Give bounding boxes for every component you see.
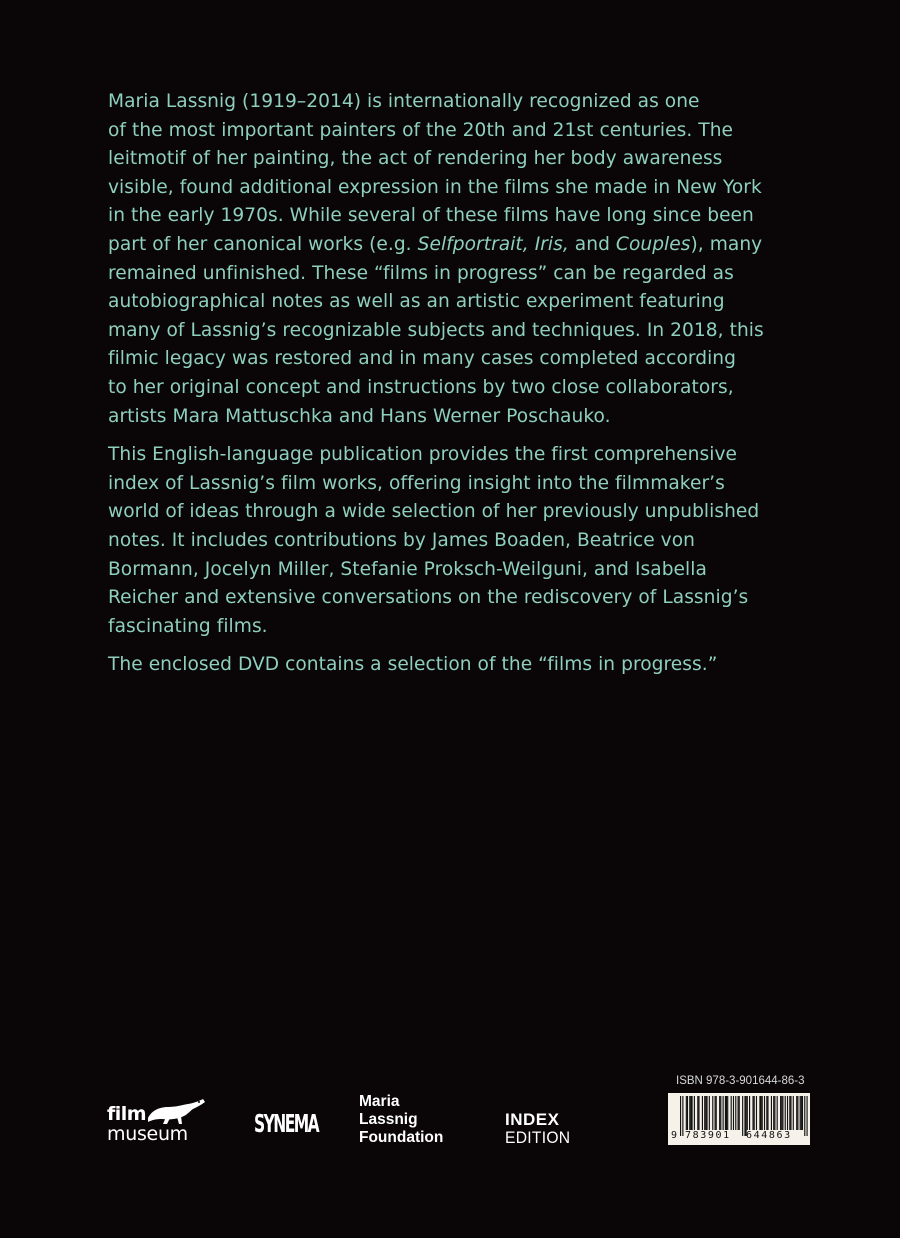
barcode-bar	[767, 1096, 768, 1130]
barcode-bar	[797, 1096, 798, 1130]
barcode-digits-left: 783901	[685, 1130, 731, 1141]
film-titles-italic: Selfportrait, Iris,	[417, 233, 569, 255]
barcode-bar	[754, 1096, 755, 1130]
barcode-bar	[766, 1096, 767, 1130]
text-line: Reicher and extensive conversations on the rediscovery of Lassnig’s	[108, 587, 749, 609]
text-run: part of her canonical works (e.g.	[108, 233, 418, 255]
isbn-barcode	[668, 1093, 810, 1145]
text-line: many of Lassnig’s recognizable subjects and techniques. In 2018, this	[108, 319, 764, 341]
barcode-bar	[801, 1096, 802, 1130]
text-line: to her original concept and instructions by two close collaborators,	[108, 376, 734, 398]
barcode-bar	[709, 1096, 710, 1130]
text-line: autobiographical notes as well as an artistic experiment featuring	[108, 291, 725, 313]
index-edition-line2: EDITION	[505, 1128, 571, 1147]
text-run: and	[568, 233, 616, 255]
barcode-bar	[690, 1096, 691, 1130]
barcode-bar	[774, 1096, 775, 1130]
barcode-bar	[706, 1096, 707, 1130]
foundation-logo-line1: Maria	[359, 1093, 400, 1110]
text-line: remained unfinished. These “films in progress” can be regarded as	[108, 262, 734, 284]
barcode-bar	[800, 1096, 801, 1130]
barcode-bar	[777, 1096, 778, 1130]
filmmuseum-logo-line1: film	[107, 1103, 147, 1125]
barcode-bar	[692, 1096, 693, 1130]
barcode-bar	[698, 1096, 699, 1130]
barcode-bar	[705, 1096, 706, 1130]
text-line: visible, found additional expression in the films she made in New York	[108, 176, 762, 198]
barcode-bar	[747, 1096, 748, 1130]
foundation-logo-line2: Lassnig	[359, 1111, 418, 1128]
barcode-bar	[704, 1096, 705, 1130]
maria-lassnig-foundation-logo	[359, 1093, 443, 1147]
filmmuseum-logo-line2: museum	[107, 1123, 188, 1145]
barcode-bar	[719, 1096, 720, 1130]
barcode-bar	[731, 1096, 732, 1130]
text-line: Bormann, Jocelyn Miller, Stefanie Proksch-Weilguni, and Isabella	[108, 558, 707, 580]
barcode-bar	[773, 1096, 774, 1130]
barcode-bar	[739, 1096, 740, 1130]
barcode-digit-first: 9	[671, 1130, 678, 1141]
barcode-bar	[752, 1096, 753, 1130]
text-line: fascinating films.	[108, 615, 268, 637]
barcode-bar	[761, 1096, 762, 1130]
filmmuseum-creature-icon	[146, 1098, 208, 1124]
text-run: ), many	[690, 233, 763, 255]
text-line: leitmotif of her painting, the act of rendering her body awareness	[108, 148, 723, 170]
barcode-bar	[723, 1096, 724, 1130]
text-line: The enclosed DVD contains a selection of the “films in progress.”	[108, 654, 718, 676]
barcode-bar	[733, 1096, 734, 1130]
barcode-bar	[689, 1096, 690, 1130]
barcode-bar	[756, 1096, 757, 1130]
isbn-label: ISBN 978-3-901644-86-3	[676, 1075, 805, 1087]
barcode-bar	[790, 1096, 791, 1130]
text-line: index of Lassnig’s film works, offering insight into the filmmaker’s	[108, 472, 725, 494]
text-line: notes. It includes contributions by James Boaden, Beatrice von	[108, 529, 695, 551]
barcode-bar	[702, 1096, 703, 1130]
barcode-bar	[793, 1096, 794, 1130]
barcode-digits-right: 644863	[746, 1130, 792, 1141]
barcode-bar	[762, 1096, 763, 1130]
barcode-bar	[764, 1096, 765, 1130]
barcode-bar	[720, 1096, 721, 1130]
text-line: of the most important painters of the 20th and 21st centuries. The	[108, 119, 734, 141]
barcode-bar	[787, 1096, 788, 1130]
barcode-bar	[771, 1096, 772, 1130]
barcode-bar	[735, 1096, 736, 1130]
barcode-bar	[726, 1096, 727, 1130]
barcode-bar	[780, 1096, 781, 1130]
barcode-bar	[712, 1096, 713, 1130]
text-line: Maria Lassnig (1919–2014) is internationally recognized as one	[108, 91, 700, 112]
barcode-bar	[759, 1096, 760, 1130]
filmmuseum-logo	[106, 1098, 216, 1148]
barcode-bar	[781, 1096, 782, 1130]
barcode-bar	[715, 1096, 716, 1130]
barcode-bar	[687, 1096, 688, 1130]
barcode-bar	[749, 1096, 750, 1130]
barcode-bar	[694, 1096, 695, 1130]
text-line: artists Mara Mattuschka and Hans Werner Poschauko.	[108, 405, 611, 427]
barcode-bar	[725, 1096, 726, 1130]
index-edition-line1: INDEX	[505, 1110, 560, 1129]
barcode-bar	[802, 1096, 803, 1130]
barcode-bar	[738, 1096, 739, 1130]
barcode-bar	[686, 1096, 687, 1130]
barcode-bar	[697, 1096, 698, 1130]
text-line: This English-language publication provides the first comprehensive	[108, 444, 737, 466]
synema-logo: SYNEMA	[254, 1109, 319, 1138]
barcode-bar	[789, 1096, 790, 1130]
film-title-italic: Couples	[615, 233, 691, 255]
barcode-bar	[716, 1096, 717, 1130]
foundation-logo-line3: Foundation	[359, 1129, 444, 1146]
barcode-bar	[727, 1096, 728, 1130]
barcode-bar	[796, 1096, 797, 1130]
barcode-digits	[668, 1129, 810, 1143]
text-line: world of ideas through a wide selection of her previously unpublished	[108, 501, 760, 523]
text-line: in the early 1970s. While several of these films have long since been	[108, 205, 754, 227]
barcode-bar	[785, 1096, 786, 1130]
index-edition-logo	[505, 1111, 576, 1147]
barcode-bar	[782, 1096, 783, 1130]
text-line: filmic legacy was restored and in many cases completed according	[108, 348, 736, 370]
